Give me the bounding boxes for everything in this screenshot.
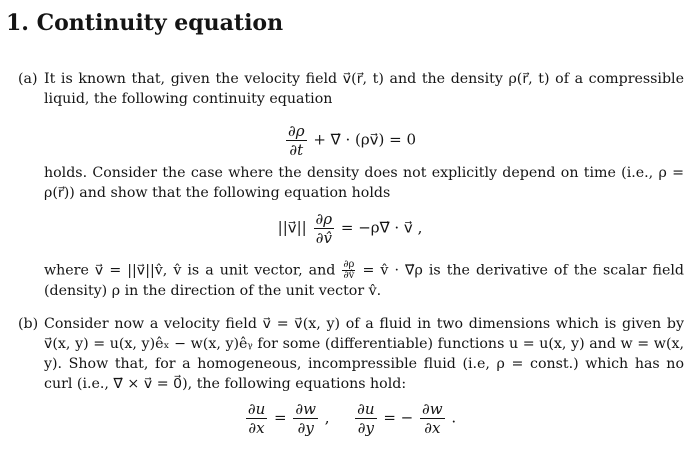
fraction-numerator: ∂u [357,400,375,418]
cauchy-riemann-equations [240,400,460,437]
derivative-equation [230,210,470,247]
fraction-denominator: ∂x [246,418,267,437]
fraction [355,400,376,437]
fraction [293,400,318,437]
fraction [246,400,267,437]
fraction-denominator: ∂v̂ [314,228,335,247]
continuity-equation [250,122,450,159]
fraction [314,210,335,247]
fraction-denominator: ∂x [420,418,445,437]
section-title: 1. Continuity equation [6,10,284,36]
where-text-post: = v̂ · ∇⃗ρ is the derivative of the scalar field (density) ρ in the direction of the unit vector v̂. [44,262,684,299]
fraction [420,400,445,437]
fraction-numerator: ∂ρ [315,210,333,228]
fraction-numerator: ∂w [295,400,316,418]
fraction-numerator: ∂ρ [287,122,305,140]
inline-fraction-denominator: ∂v̂ [343,270,355,281]
part-b-label: (b) [18,316,39,332]
equals-sign: = [274,408,287,427]
part-a-intro: It is known that, given the velocity field v⃗(r⃗, t) and the density ρ(r⃗, t) of a compressible liquid, the following continuity equation [44,71,684,107]
fraction [286,122,307,159]
fraction-denominator: ∂t [286,140,307,159]
period: . [451,408,457,427]
part-a-where [44,260,684,301]
inline-fraction-numerator: ∂ρ [343,259,355,270]
part-a-middle: holds. Consider the case where the density does not explicitly depend on time (i.e., ρ = ρ(r⃗)) and show that the following equation holds [44,165,684,201]
comma-separator: , [324,408,330,427]
equals-minus: = − [383,408,414,427]
part-a-label: (a) [18,71,38,87]
fraction-numerator: ∂w [422,400,443,418]
inline-fraction [342,260,355,281]
equation-prefix: ||v⃗|| [277,218,307,237]
where-text-pre: where v⃗ = ||v⃗||v̂, v̂ is a unit vector, and [44,262,336,279]
equation-rest: + ∇⃗ · (ρv⃗) = 0 [313,130,417,149]
fraction-denominator: ∂y [355,418,376,437]
fraction-numerator: ∂u [247,400,266,418]
fraction-denominator: ∂y [293,418,318,437]
equation-rest: = −ρ∇⃗ · v⃗ , [340,218,423,237]
part-b-text: Consider now a velocity field v⃗ = v⃗(x, y) of a fluid in two dimensions which is given by v⃗(x, y) = u(x, y)êₓ − w(x, y)êᵧ for some (differentiable) functions u = u(x, y) and w = w(x, y). Show that, for a homogeneous, incompressible fluid (i.e, ρ = const.) which has no curl (i.e., ∇⃗ × v⃗ = 0⃗), the following equations hold: [44,316,684,392]
